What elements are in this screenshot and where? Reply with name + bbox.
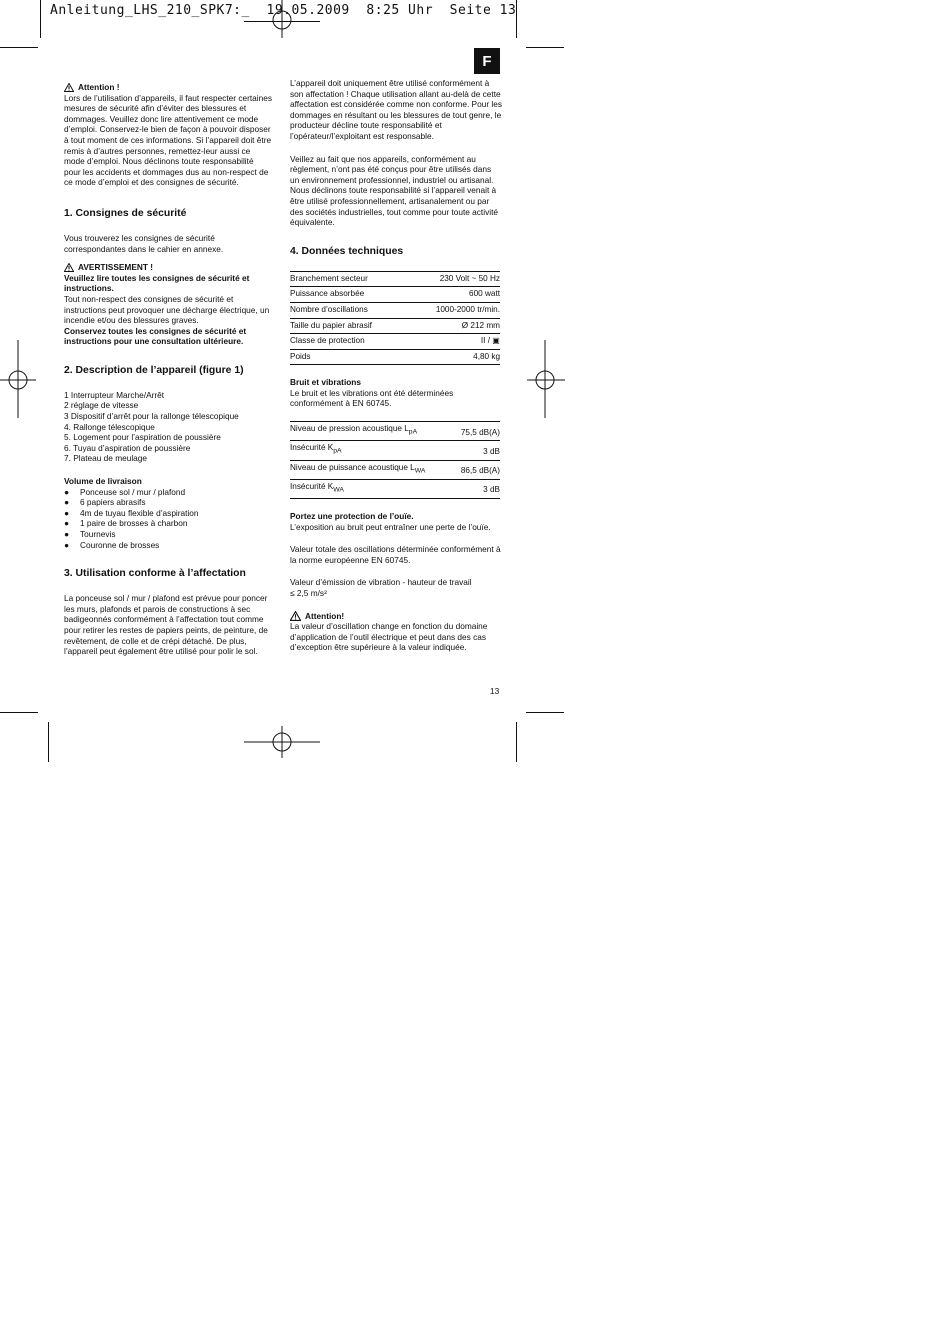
noise-title: Bruit et vibrations [290,377,361,388]
list-item: 4. Rallonge télescopique [64,421,155,432]
language-tab: F [474,48,500,74]
vibration-value: ≤ 2,5 m/s² [290,587,327,598]
table-row: Poids 4,80 kg [290,349,500,365]
warning-triangle-icon [64,263,74,272]
table-row: Niveau de puissance acoustique $L_{WA}$ 86,5 dB(A) [290,460,500,479]
list-item: 3 Dispositif d’arrêt pour la rallonge télescopique [64,411,239,422]
section-3-text: La ponceuse sol / mur / plafond est prévue pour poncer les murs, plafonds et parois de constructions à sec badigeonnés conformément à l’affectation tout comme pour retirer les restes de papiers peints, de peinture, de revêtement, de colle et de crépi détaché. De plus, l’appareil peut également être utilisé pour polir le sol. [64,593,268,657]
section-4-title: 4. Données techniques [290,245,404,257]
bullet-icon: ● [64,518,70,529]
section-2-title: 2. Description de l’appareil (figure 1) [64,364,244,376]
print-header: Anleitung_LHS_210_SPK7:_ 19.05.2009 8:25 Uhr Seite 13 [50,3,517,18]
table-row: Niveau de pression acoustique $L_{pA}$ 75,5 dB(A) [290,422,500,441]
registration-mark-icon [525,340,565,420]
table-row: Branchement secteur 230 Volt ~ 50 Hz [290,271,500,287]
list-item: ● Ponceuse sol / mur / plafond [64,486,186,497]
warning-triangle-icon [64,83,74,92]
crop-mark [40,0,41,38]
delivery-list [64,487,272,551]
vibration-total-text: Valeur totale des oscillations déterminée conformément à la norme européenne EN 60745. [290,544,501,565]
warning-title: AVERTISSEMENT ! [78,262,153,273]
left-column [64,82,272,657]
table-row: Insécurité $K_{pA}$ 3 dB [290,441,500,460]
table-row: Nombre d’oscillations 1000-2000 tr/min. [290,302,500,318]
right-column [290,78,502,653]
warning-bold-text-2: Conservez toutes les consignes de sécurité et instructions pour une consultation ultérieure. [64,325,247,347]
crop-mark [48,722,49,762]
list-item: ● Tournevis [64,529,116,539]
noise-table [290,421,500,499]
registration-mark-icon [244,0,322,40]
warning-triangle-icon [290,611,301,621]
parts-list [64,390,272,464]
list-item: ● Couronne de brosses [64,539,160,550]
bullet-icon: ● [64,486,70,497]
attention-2-text: La valeur d’oscillation change en fonction du domaine d’application de l’outil électrique et peut dans des cas d’exception être supérieure à la valeur indiquée. [290,621,488,653]
list-item: ● 1 paire de brosses à charbon [64,518,188,529]
attention-title: Attention ! [78,82,120,92]
ear-protection-title: Portez une protection de l’ouïe. [290,511,414,521]
table-row: Insécurité $K_{WA}$ 3 dB [290,479,500,498]
tech-data-table [290,271,500,366]
attention-2-heading [290,611,502,622]
ear-protection-text: L’exposition au bruit peut entraîner une perte de l’ouïe. [290,521,491,532]
list-item: ● 4m de tuyau flexible d’aspiration [64,507,199,518]
delivery-title: Volume de livraison [64,476,142,487]
list-item: ● 6 papiers abrasifs [64,497,146,508]
table-row: Puissance absorbée 600 watt [290,287,500,303]
crop-mark [0,712,38,713]
crop-mark [516,0,517,38]
list-item: 2 réglage de vitesse [64,400,139,411]
crop-mark [0,47,38,48]
crop-mark [526,712,564,713]
crop-mark [516,722,517,762]
list-item: 5. Logement pour l’aspiration de poussière [64,432,221,443]
usage-paragraph-2: Veillez au fait que nos appareils, conformément au règlement, n’ont pas été conçus pour être utilisés dans un environnement professionnel, industriel ou artisanal. [290,153,494,185]
table-row: Classe de protection II / ▣ [290,334,500,350]
crop-mark [526,47,564,48]
page-number: 13 [490,686,500,696]
noise-text: Le bruit et les vibrations ont été déterminées conformément à EN 60745. [290,387,454,409]
attention-2-title: Attention! [305,610,345,621]
vibration-emission-text: Valeur d’émission de vibration - hauteur de travail [290,577,472,588]
bullet-icon: ● [64,529,70,539]
bullet-icon: ● [64,539,70,550]
usage-paragraph-3: Nous déclinons toute responsabilité si l’appareil venait à être utilisé professionnellement, artisanalement ou par des sociétés industrielles, tout comme pour toute activité équivalente. [290,185,498,228]
bullet-icon: ● [64,497,70,508]
warning-bold-text: Veuillez lire toutes les consignes de sécurité et instructions. [64,272,250,294]
list-item: 6. Tuyau d’aspiration de poussière [64,442,191,453]
bullet-icon: ● [64,507,70,518]
section-1-text: Vous trouverez les consignes de sécurité correspondantes dans le cahier en annexe. [64,232,224,254]
warning-heading [64,262,272,273]
list-item: 7. Plateau de meulage [64,453,148,464]
list-item: 1 Interrupteur Marche/Arrêt [64,389,165,400]
usage-paragraph-1: L’appareil doit uniquement être utilisé conformément à son affectation ! Chaque utilisation allant au-delà de cette affectation est considérée comme non conforme. Pour les dommages en résultant ou les blessures de tout genre, le producteur décline toute responsabilité et l’opérateur/l’exploitant est responsable. [290,78,502,141]
registration-mark-icon [0,340,40,420]
section-1-title: 1. Consignes de sécurité [64,207,187,219]
attention-heading [64,82,272,93]
attention-text: Lors de l’utilisation d’appareils, il faut respecter certaines mesures de sécurité afin d’éviter des blessures et dommages. Veuillez donc lire attentivement ce mode d’emploi. Conservez-le bien de façon à pouvoir disposer à tout moment de ces informations. Si l’appareil doit être remis à d’autres personnes, remettez-leur aussi ce mode d’emploi. Nous déclinons toute responsabilité pour les accidents et dommages dus au non-respect de ce mode d’emploi et des consignes de sécurité. [64,92,272,188]
section-3-title: 3. Utilisation conforme à l’affectation [64,568,246,580]
warning-text: Tout non-respect des consignes de sécurité et instructions peut provoquer une décharge électrique, un incendie et/ou des blessures graves. [64,293,270,326]
registration-mark-icon [244,722,322,762]
table-row: Taille du papier abrasif Ø 212 mm [290,318,500,334]
